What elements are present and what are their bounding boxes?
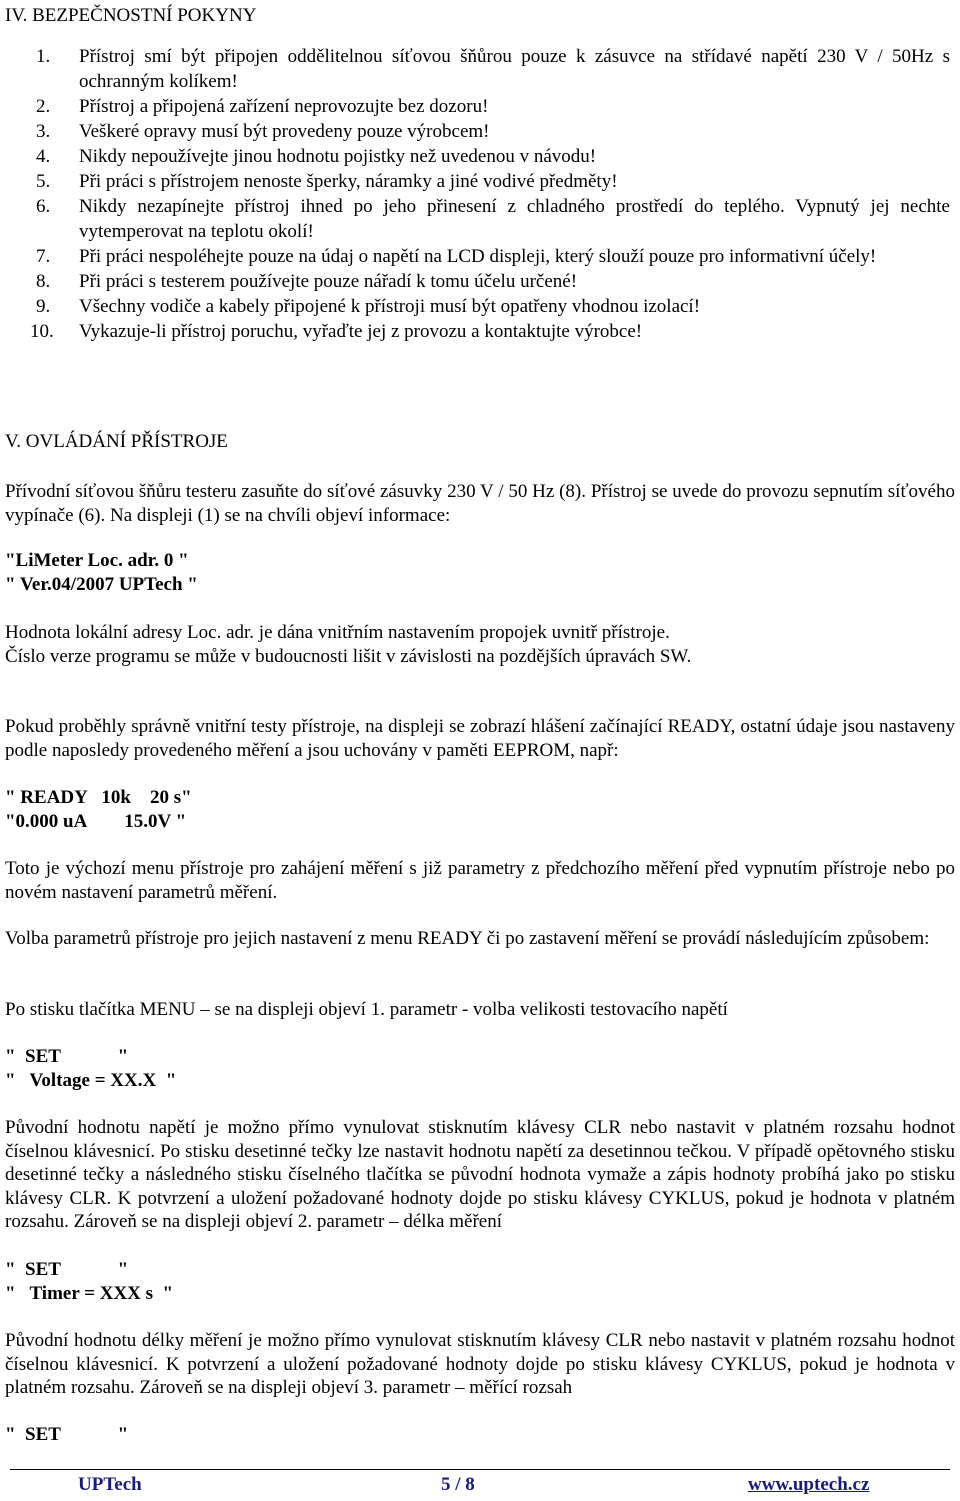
paragraph-timer-setting: Původní hodnotu délky měření je možno přímo vynulovat stisknutím klávesy CLR nebo nastavit v platném rozsahu hodnot číselnou klávesnicí. K potvrzení a uložení požadované hodnoty dojde po stisku klávesy CYKLUS, pokud je hodnota v platném rozsahu. Zároveň se na displeji objeví 3. parametr – měřící rozsah xyxy=(5,1330,955,1398)
display-readout-range xyxy=(5,1423,128,1447)
display-line: " READY 10k 20 s" xyxy=(5,787,192,808)
display-line: " Ver.04/2007 UPTech " xyxy=(5,574,198,595)
list-item-number: 5. xyxy=(36,171,51,192)
paragraph-local-address: Hodnota lokální adresy Loc. adr. je dána vnitřním nastavením propojek uvnitř přístroje. xyxy=(5,622,670,643)
list-item xyxy=(0,119,950,144)
list-item xyxy=(0,194,950,244)
list-item-text: Při práci nespoléhejte pouze na údaj o napětí na LCD displeji, který slouží pouze pro informativní účely! xyxy=(79,246,877,267)
section-5-heading: V. OVLÁDÁNÍ PŘÍSTROJE xyxy=(5,431,228,452)
display-line: " Timer = XXX s " xyxy=(5,1283,174,1304)
list-item-text: Všechny vodiče a kabely připojené k přístroji musí být opatřeny vhodnou izolací! xyxy=(79,296,701,317)
display-line: " SET " xyxy=(5,1259,129,1280)
paragraph-version: Číslo verze programu se může v budoucnosti lišit v závislosti na pozdějších úpravách SW. xyxy=(5,646,692,667)
paragraph-default-menu: Toto je výchozí menu přístroje pro zahájení měření s již parametry z předchozího měření před vypnutím přístroje nebo po novém nastavení parametrů měření. xyxy=(5,858,955,903)
list-item-number: 1. xyxy=(36,46,51,67)
list-item xyxy=(0,144,950,169)
footer-page-number: 5 / 8 xyxy=(441,1474,475,1495)
list-item-number: 6. xyxy=(36,196,51,217)
list-item xyxy=(0,169,950,194)
list-item-number: 9. xyxy=(36,296,51,317)
list-item xyxy=(0,244,950,269)
section-4-heading: IV. BEZPEČNOSTNÍ POKYNY xyxy=(5,5,257,26)
list-item-number: 7. xyxy=(36,246,51,267)
list-item xyxy=(0,294,950,319)
list-item xyxy=(0,94,950,119)
paragraph-voltage-setting: Původní hodnotu napětí je možno přímo vynulovat stisknutím klávesy CLR nebo nastavit v platném rozsahu hodnot číselnou klávesnicí. Po stisku desetinné tečky lze nastavit hodnotu napětí za desetinnou tečkou. V případě opětovného stisku desetinné tečky a následného stisku číselného tlačítka se původní hodnota vymaže a zápis hodnoty probíhá jako po stisku klávesy CLR. K potvrzení a uložení požadované hodnoty dojde po stisku klávesy CYKLUS, pokud je hodnota v platném rozsahu. Zároveň se na displeji objeví 2. parametr – délka měření xyxy=(5,1117,955,1232)
list-item-number: 2. xyxy=(36,96,51,117)
display-line: " Voltage = XX.X " xyxy=(5,1070,177,1091)
display-line: "0.000 uA 15.0V " xyxy=(5,811,187,832)
list-item-text: Přístroj a připojená zařízení neprovozujte bez dozoru! xyxy=(79,96,489,117)
display-line: " SET " xyxy=(5,1046,129,1067)
list-item-text: Vykazuje-li přístroj poruchu, vyřaďte jej z provozu a kontaktujte výrobce! xyxy=(79,321,643,342)
footer-brand: UPTech xyxy=(78,1474,142,1495)
list-item-text: Při práci s testerem používejte pouze nářadí k tomu účelu určené! xyxy=(79,271,578,292)
display-readout-voltage xyxy=(5,1045,176,1093)
list-item-number: 3. xyxy=(36,121,51,142)
list-item xyxy=(0,269,950,294)
list-item xyxy=(0,319,950,344)
list-item-text: Přístroj smí být připojen oddělitelnou síťovou šňůrou pouze k zásuvce na střídavé napětí 230 V / 50Hz s ochranným kolíkem! xyxy=(79,46,950,92)
list-item-number: 4. xyxy=(36,146,51,167)
list-item-text: Při práci s přístrojem nenoste šperky, náramky a jiné vodivé předměty! xyxy=(79,171,618,192)
list-item-text: Nikdy nezapínejte přístroj ihned po jeho přinesení z chladného prostředí do teplého. Vypnutý jej nechte vytemperovat na teplotu okolí! xyxy=(79,196,950,242)
list-item-text: Veškeré opravy musí být provedeny pouze výrobcem! xyxy=(79,121,490,142)
list-item xyxy=(0,44,950,94)
paragraph-parameter-selection: Volba parametrů přístroje pro jejich nastavení z menu READY či po zastavení měření se provádí následujícím způsobem: xyxy=(5,928,930,949)
safety-instructions-list xyxy=(0,44,950,344)
display-readout-timer xyxy=(5,1258,173,1306)
list-item-number: 8. xyxy=(36,271,51,292)
footer-divider xyxy=(10,1469,950,1470)
paragraph-ready: Pokud proběhly správně vnitřní testy přístroje, na displeji se zobrazí hlášení začínající READY, ostatní údaje jsou nastaveny podle naposledy provedeného měření a jsou uchovány v paměti EEPROM, např: xyxy=(5,716,955,761)
display-readout-startup xyxy=(5,549,198,597)
list-item-text: Nikdy nepoužívejte jinou hodnotu pojistky než uvedenou v návodu! xyxy=(79,146,597,167)
footer-website-link[interactable]: www.uptech.cz xyxy=(748,1474,870,1495)
display-line: " SET " xyxy=(5,1424,129,1445)
paragraph-power-on: Přívodní síťovou šňůru testeru zasuňte do síťové zásuvky 230 V / 50 Hz (8). Přístroj se uvede do provozu sepnutím síťového vypínače (6). Na displeji (1) se na chvíli objeví informace: xyxy=(5,481,955,526)
list-item-number: 10. xyxy=(30,321,54,342)
paragraph-menu-button: Po stisku tlačítka MENU – se na displeji objeví 1. parametr - volba velikosti testovacího napětí xyxy=(5,999,728,1020)
display-line: "LiMeter Loc. adr. 0 " xyxy=(5,550,189,571)
display-readout-ready xyxy=(5,786,192,834)
